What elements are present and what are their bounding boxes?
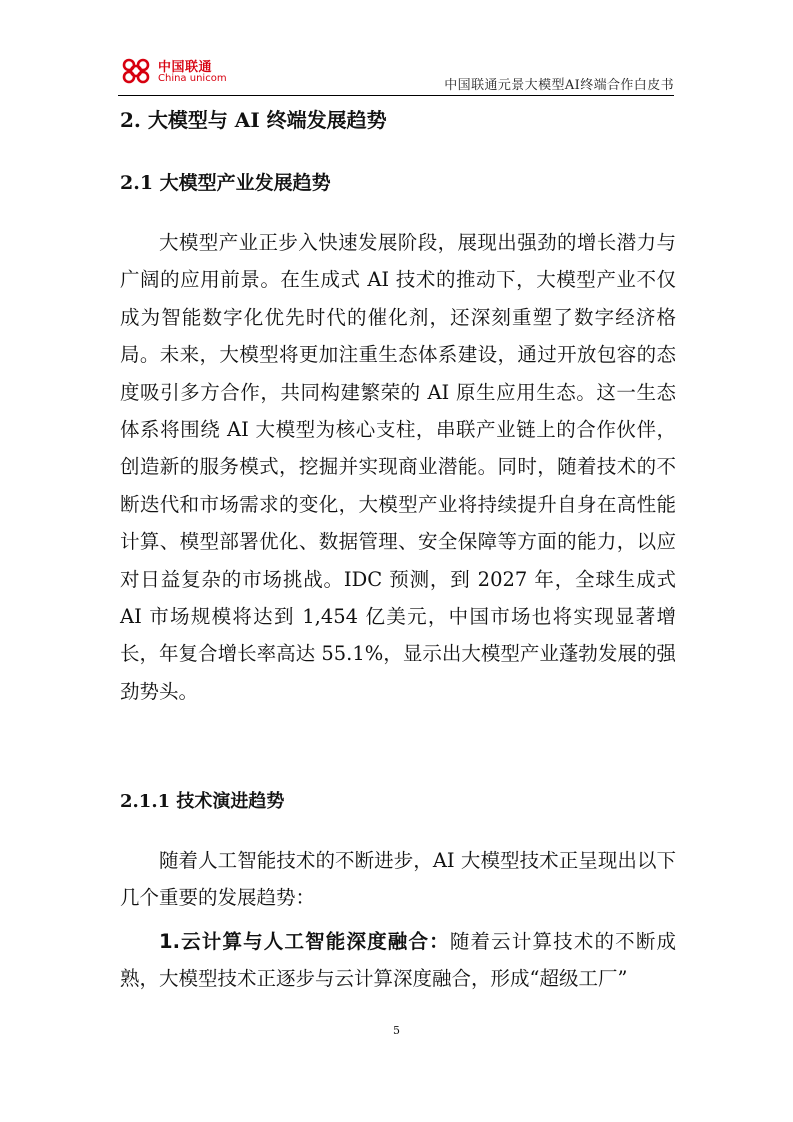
subsubsection-heading: 2.1.1 技术演进趋势 bbox=[120, 791, 285, 812]
list-item-text: 随着云计算技术的不断成熟，大模型技术正逐步与云计算深度融合，形成“超级工厂” bbox=[120, 930, 676, 991]
logo-chinese-text: 中国联通 bbox=[158, 60, 213, 75]
list-item-paragraph bbox=[120, 923, 676, 998]
body-paragraph: 大模型产业正步入快速发展阶段，展现出强劲的增长潜力与广阔的应用前景。在生成式 AI 技术的推动下，大模型产业不仅成为智能数字化优先时代的催化剂，还深刻重塑了数字经济格局。未来，大模型将更加注重生态体系建设，通过开放包容的态度吸引多方合作，共同构建繁荣的 AI 原生应用生态。这一生态体系将围绕 AI 大模型为核心支柱，串联产业链上的合作伙伴，创造新的服务模式，挖掘并实现商业潜能。同时，随着技术的不断迭代和市场需求的变化，大模型产业将持续提升自身在高性能计算、模型部署优化、数据管理、安全保障等方面的能力，以应对日益复杂的市场挑战。IDC 预测，到 2027 年，全球生成式 AI 市场规模将达到 1,454 亿美元，中国市场也将实现显著增长，年复合增长率高达 55.1%，显示出大模型产业蓬勃发展的强劲势头。 bbox=[120, 231, 676, 703]
intro-paragraph: 随着人工智能技术的不断进步，AI 大模型技术正呈现出以下几个重要的发展趋势： bbox=[120, 849, 676, 910]
page-header bbox=[118, 50, 674, 96]
list-item-lead: 1.云计算与人工智能深度融合： bbox=[159, 930, 450, 953]
unicom-knot-icon bbox=[118, 56, 154, 86]
document-title: 中国联通元景大模型AI终端合作白皮书 bbox=[444, 78, 674, 93]
page-number: 5 bbox=[393, 1024, 400, 1037]
china-unicom-logo bbox=[118, 52, 238, 90]
header-divider bbox=[118, 95, 674, 96]
section-heading: 2. 大模型与 AI 终端发展趋势 bbox=[120, 108, 387, 132]
subsection-heading: 2.1 大模型产业发展趋势 bbox=[120, 172, 331, 194]
logo-english-text: China unicom bbox=[158, 73, 227, 84]
